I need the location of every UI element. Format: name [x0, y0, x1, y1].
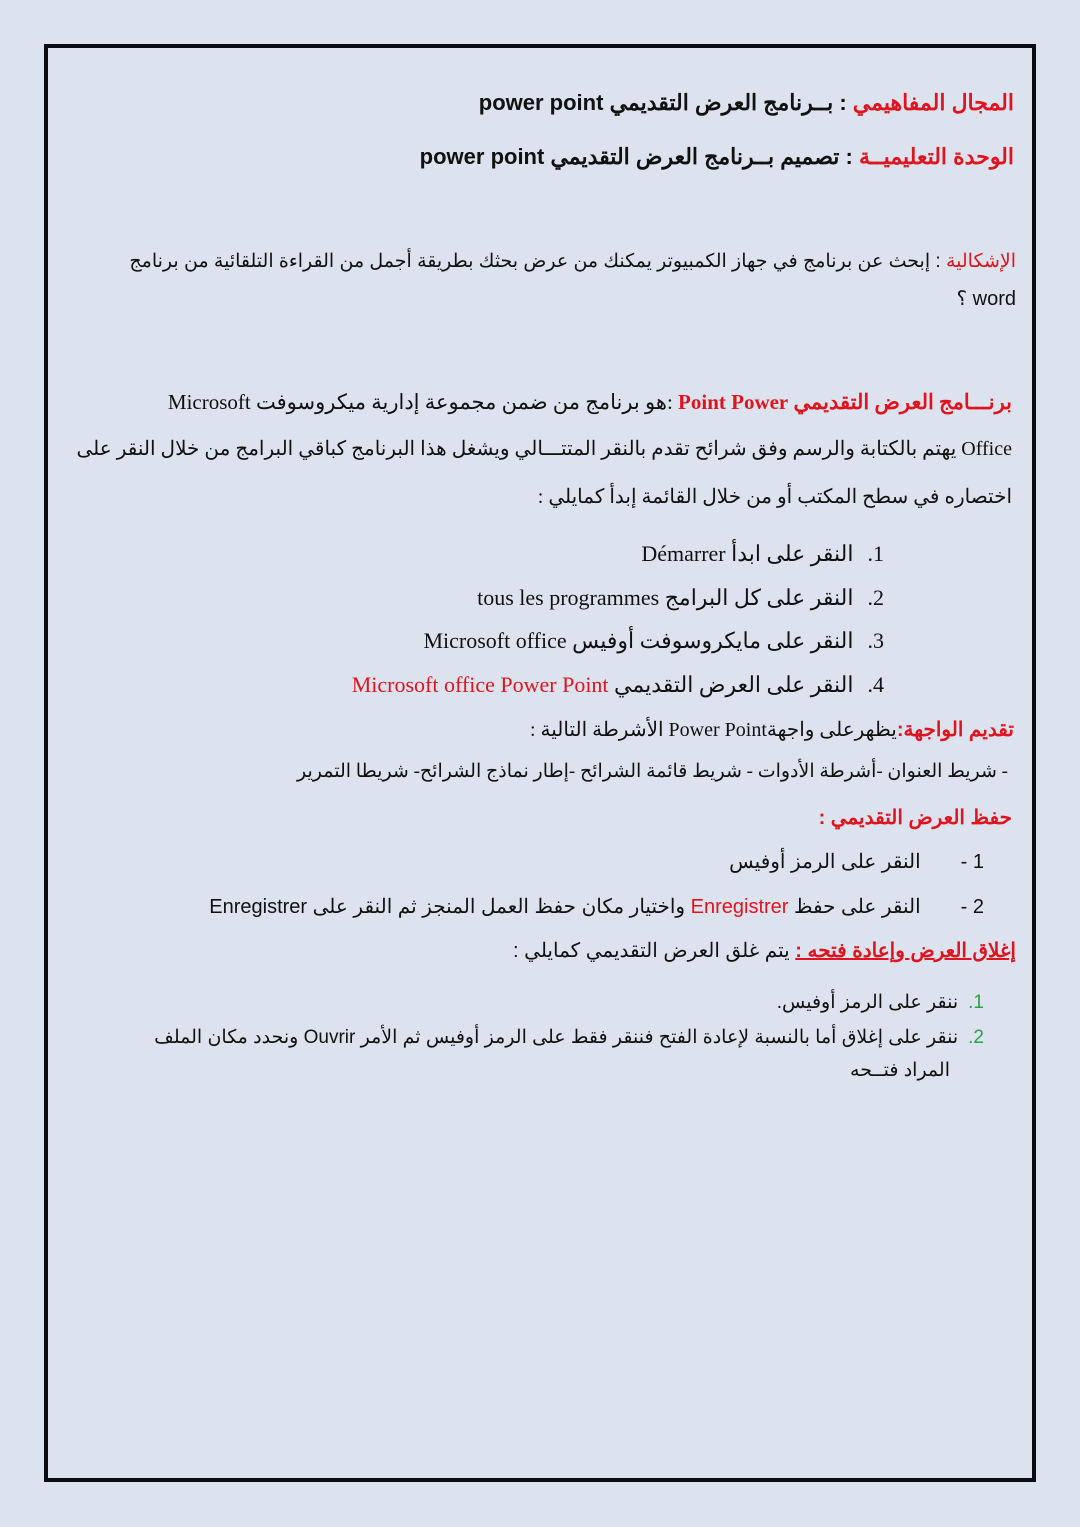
step-item — [641, 541, 884, 567]
save-item — [729, 849, 984, 874]
close-item-text: ننقر على الرمز أوفيس. — [776, 992, 959, 1013]
save-item — [209, 894, 984, 919]
save-item-text-b: واختيار مكان حفظ العمل المنجز ثم النقر على — [312, 896, 686, 918]
save-item-number: 2 - — [960, 896, 984, 918]
close-item-number: 1. — [968, 992, 984, 1013]
step-number: 4. — [867, 672, 884, 697]
problem-label: الإشكالية — [945, 251, 1016, 272]
interface-bars — [297, 760, 1008, 783]
definition-line-3 — [538, 484, 1012, 509]
problem-text: : إبحث عن برنامج في جهاز الكمبيوتر يمكنك من عرض بحثك بطريقة أجمل من القراءة التلقائية من برنامج — [129, 251, 941, 272]
close-item-latin: Ouvrir — [303, 1027, 356, 1048]
step-item — [423, 628, 884, 654]
step-number: 3. — [867, 628, 884, 653]
save-item-text: النقر على الرمز أوفيس — [729, 851, 921, 873]
definition-latin-2: Office — [961, 438, 1012, 460]
interface-text-a: يظهرعلى واجهة — [766, 719, 897, 741]
close-item — [777, 991, 984, 1014]
definition-label-latin: Point Power — [678, 390, 789, 414]
unit-value: : تصميم بــرنامج العرض التقديمي — [550, 144, 853, 169]
save-item-number: 1 - — [960, 851, 984, 873]
step-number: 2. — [867, 585, 884, 610]
close-item-number: 2. — [968, 1027, 984, 1048]
step-latin: Démarrer — [641, 541, 726, 566]
interface-line — [530, 717, 1014, 742]
domain-label: المجال المفاهيمي — [852, 90, 1014, 115]
save-item-latin: Enregistrer — [209, 896, 308, 918]
save-item-text: النقر على حفظ — [794, 896, 921, 918]
step-item — [352, 672, 884, 698]
unit-latin: power point — [419, 144, 545, 169]
save-heading — [819, 805, 1012, 830]
definition-text-3: اختصاره في سطح المكتب أو من خلال القائمة إبدأ كمايلي : — [537, 486, 1012, 508]
step-latin: tous les programmes — [477, 585, 660, 610]
definition-latin-1: Microsoft — [167, 390, 251, 414]
step-item — [477, 585, 884, 611]
definition-line-2 — [76, 436, 1012, 461]
definition-text-1: :هو برنامج من ضمن مجموعة إدارية ميكروسوفت — [255, 390, 673, 414]
save-item-red-latin: Enregistrer — [690, 896, 789, 918]
close-heading — [513, 938, 1016, 963]
step-latin: Microsoft office Power Point — [351, 672, 609, 697]
close-item-text: ننقر على إغلاق أما بالنسبة لإعادة الفتح فننقر فقط على الرمز أوفيس ثم الأمر — [360, 1027, 959, 1048]
problem-text-end: word ؟ — [956, 288, 1016, 310]
problem-line — [129, 250, 1016, 273]
close-item — [154, 1026, 984, 1049]
close-label: إغلاق العرض وإعادة فتحه : — [795, 940, 1016, 962]
interface-bars-text: - شريط العنوان -أشرطة الأدوات - شريط قائمة الشرائح -إطار نماذج الشرائح- شريطا التمرير — [296, 761, 1008, 782]
close-item-text-b: ونحدد مكان الملف — [154, 1027, 299, 1048]
step-text: النقر على مايكروسوفت أوفيس — [572, 628, 854, 653]
domain-heading — [479, 90, 1014, 116]
step-text: النقر على كل البرامج — [664, 585, 854, 610]
interface-label: تقديم الواجهة: — [896, 719, 1014, 741]
problem-end — [956, 286, 1016, 311]
close-text: يتم غلق العرض التقديمي كمايلي : — [513, 940, 790, 962]
domain-latin: power point — [478, 90, 604, 115]
domain-value: : بــرنامج العرض التقديمي — [609, 90, 847, 115]
definition-label: برنـــامج العرض التقديمي — [793, 390, 1012, 414]
close-item-text-c: المراد فتــحه — [850, 1060, 950, 1081]
unit-heading — [420, 144, 1014, 170]
step-latin: Microsoft office — [423, 628, 567, 653]
step-text: النقر على العرض التقديمي — [614, 672, 854, 697]
interface-latin: Power Point — [668, 719, 767, 741]
save-label: حفظ العرض التقديمي : — [818, 807, 1012, 829]
definition-line-1 — [168, 390, 1012, 415]
close-item-continuation — [850, 1059, 950, 1082]
definition-text-2: يهتم بالكتابة والرسم وفق شرائح تقدم بالنقر المتتـــالي ويشغل هذا البرنامج كباقي البرامج من خلال النقر على — [76, 438, 957, 460]
unit-label: الوحدة التعليميــة — [859, 144, 1014, 169]
interface-text-b: الأشرطة التالية : — [529, 719, 664, 741]
step-text: النقر على ابدأ — [731, 541, 854, 566]
step-number: 1. — [867, 541, 884, 566]
